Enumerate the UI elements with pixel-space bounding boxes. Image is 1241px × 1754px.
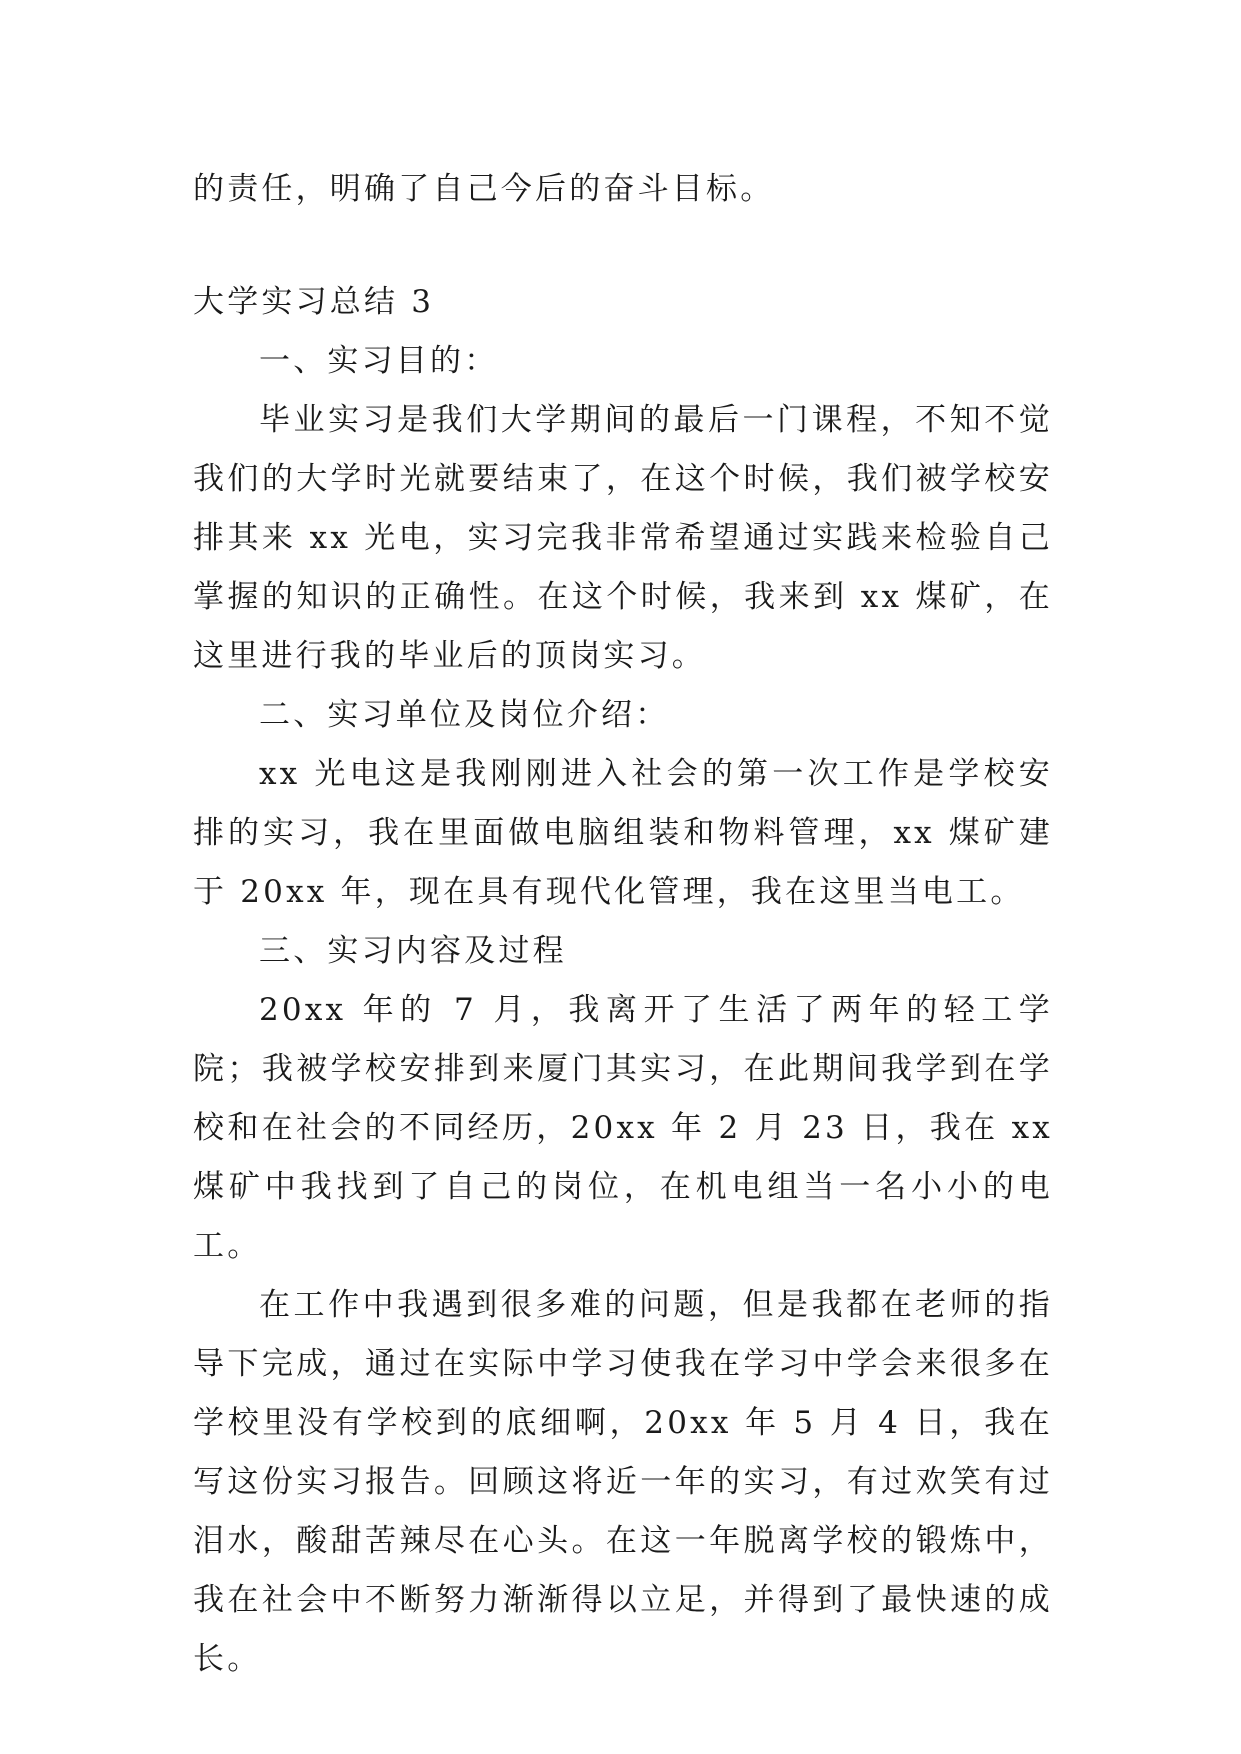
document-body: [193, 160, 1053, 1689]
paragraph-unit-intro: xx 光电这是我刚刚进入社会的第一次工作是学校安排的实习，我在里面做电脑组装和物料管理，xx 煤矿建于 20xx 年，现在具有现代化管理，我在这里当电工。: [193, 756, 1053, 910]
heading-purpose: 一、实习目的：: [259, 343, 499, 379]
heading-unit-intro: 二、实习单位及岗位介绍：: [259, 697, 670, 733]
heading-content-process: 三、实习内容及过程: [259, 933, 567, 969]
continuation-paragraph: 的责任，明确了自己今后的奋斗目标。: [193, 171, 775, 207]
paragraph-content-process: 20xx 年的 7 月，我离开了生活了两年的轻工学院；我被学校安排到来厦门其实习，在此期间我学到在学校和在社会的不同经历，20xx 年 2 月 23 日，我在 xx 煤矿中我找到了自己的岗位，在机电组当一名小小的电工。: [193, 992, 1053, 1264]
paragraph-purpose: 毕业实习是我们大学期间的最后一门课程，不知不觉我们的大学时光就要结束了，在这个时候，我们被学校安排其来 xx 光电，实习完我非常希望通过实践来检验自己掌握的知识的正确性。在这个时候，我来到 xx 煤矿，在这里进行我的毕业后的顶岗实习。: [193, 402, 1053, 674]
section-title: 大学实习总结 3: [193, 284, 435, 320]
paragraph-work-experience: 在工作中我遇到很多难的问题，但是我都在老师的指导下完成，通过在实际中学习使我在学习中学会来很多在学校里没有学校到的底细啊，20xx 年 5 月 4 日，我在写这份实习报告。回顾这将近一年的实习，有过欢笑有过泪水，酸甜苦辣尽在心头。在这一年脱离学校的锻炼中，我在社会中不断努力渐渐得以立足，并得到了最快速的成长。: [193, 1287, 1053, 1677]
